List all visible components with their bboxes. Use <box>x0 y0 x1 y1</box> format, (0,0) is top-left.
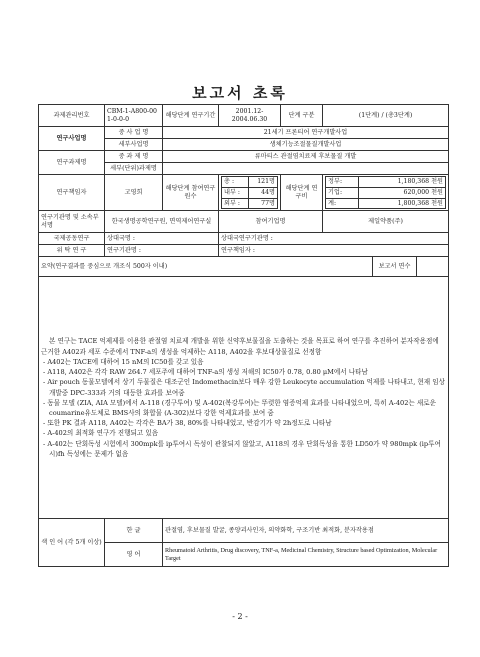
partner-label: 참여기업명 <box>219 211 323 233</box>
main-program-value: 21세기 프론티어 연구개발사업 <box>163 127 449 139</box>
period-label: 해당단계 연구기간 <box>163 105 219 127</box>
summary-bullet: - A118, A402은 각각 RAW 264.7 세포주에 대하여 TNF-a의 생성 저해의 IC50가 0.78, 0.80 μM에서 나타남 <box>43 368 368 377</box>
keywords-korean-label: 한 글 <box>105 519 163 543</box>
detail-project-value <box>163 163 449 175</box>
partner-inst-label: 상대국연구기관명 : <box>219 233 449 245</box>
period-value: 2001.12-2004.06.30 <box>219 105 281 127</box>
main-program-label: 중 사 업 명 <box>105 127 163 139</box>
summary-bullet: - Air pouch 동물모델에서 상기 두물질은 대조군인 Indomethacin보다 매우 강한 Leukocyte accumulation 억제를 나타내고, 현재 임상 개발중 DPC-333과 거의 대등한 효과를 보여줌 <box>43 378 445 397</box>
total-value: 121명 <box>248 177 277 188</box>
summary-bullet: - 또한 PK 결과 A118, A402는 각각은 BA가 38, 80%를 나타내었고, 반감기가 약 2h정도로 나타남 <box>43 419 332 428</box>
commission-head-label: 연구책임자 : <box>219 245 449 257</box>
stage-label: 단계 구분 <box>281 105 323 127</box>
program-label: 연구사업명 <box>39 127 105 151</box>
detail-project-label: 세부(단위)과제명 <box>105 163 163 175</box>
researchers-values <box>219 175 281 211</box>
major-project-label: 중 과 제 명 <box>105 151 163 163</box>
summary-bullet: - 동물 모델 (ZIA, AIA 모델)에서 A-118 (경구투여) 및 A-402(복강투여)는 뚜렷한 염증억제 효과를 나타내었으며, 특히 A-402는 새로운 coumarine유도체로 BMS사의 화합물 (A-302)보다 강한 억제효과를 보여 줌 <box>43 398 436 417</box>
row-international <box>39 233 449 245</box>
page-number: - 2 - <box>232 612 248 621</box>
row-leader <box>39 175 449 211</box>
row-commission <box>39 245 449 257</box>
page-title: 보고서 초록 <box>192 84 288 102</box>
leader-label: 연구책임자 <box>39 175 105 211</box>
row-program-main <box>39 127 449 139</box>
major-project-value: 류마티스 관절염치료제 후보물질 개발 <box>163 151 449 163</box>
row-summary-body <box>39 277 449 519</box>
commission-inst-label: 연구기관명 : <box>105 245 219 257</box>
company-label: 기업: <box>326 187 359 198</box>
sub-program-value: 생체기능조절물질개발사업 <box>163 139 449 151</box>
commission-label: 위 탁 연 구 <box>39 245 105 257</box>
row-summary-header <box>39 257 449 277</box>
project-label: 연구과제명 <box>39 151 105 175</box>
pages-label: 보고서 면수 <box>373 257 417 277</box>
org-value: 한국생명공학연구원, 면역제어연구실 <box>105 211 219 233</box>
cost-label: 해당단계 연구비 <box>281 175 323 211</box>
leader-value: 고영희 <box>105 175 163 211</box>
keywords-english-value: Rheumatoid Arthritis, Drug discovery, TNF-a, Medicinal Chemistry, Structure based Optimization, Molecular Target <box>163 543 449 567</box>
cost-values <box>323 175 449 211</box>
row-project-major <box>39 151 449 163</box>
summary-bullet: - A402는 TACE에 대하여 15 nM의 IC50를 갖고 있음 <box>43 357 204 366</box>
abstract-table <box>38 104 449 567</box>
row-management <box>39 105 449 127</box>
mgmt-value: CBM-1-A800-00 1-0-0-0 <box>105 105 163 127</box>
summary-bullet: - A-402는 단회독성 시험에서 300mpk를 ip투여시 독성이 관찰되지 않았고, A118의 경우 단회독성을 통한 LD50가 약 980mpk (ip투여시)fh 독성에는 문제가 없음 <box>43 439 441 458</box>
keywords-label: 색 인 어 (각 5개 이상) <box>39 519 105 567</box>
summary-bullet: - A-402의 최적화 연구가 진행되고 있음 <box>43 429 159 438</box>
gov-value: 1,180,368 천원 <box>358 177 445 188</box>
company-value: 620,000 천원 <box>358 187 445 198</box>
stage-value: (1단계) / (총3단계) <box>323 105 449 127</box>
org-label: 연구기관명 및 소속부서명 <box>39 211 105 233</box>
gov-label: 정부: <box>326 177 359 188</box>
row-keywords-korean <box>39 519 449 543</box>
internal-label: 내부 : <box>222 187 249 198</box>
partner-value: 제일약품(주) <box>323 211 449 233</box>
summary-body <box>39 277 449 519</box>
cost-total-value: 1,800,368 천원 <box>358 198 445 209</box>
external-value: 77명 <box>248 198 277 209</box>
internal-value: 44명 <box>248 187 277 198</box>
pages-value <box>417 257 449 277</box>
summary-label: 요약(연구결과를 중심으로 개조식 500자 이내) <box>39 257 373 277</box>
sub-program-label: 세부사업명 <box>105 139 163 151</box>
partner-country-label: 상대국명 : <box>105 233 219 245</box>
external-label: 외부 : <box>222 198 249 209</box>
keywords-korean-value: 관절염, 후보물질 발굴, 종양괴사인자, 의약화학, 구조기반 최적화, 분자작용점 <box>163 519 449 543</box>
cost-total-label: 계: <box>326 198 359 209</box>
keywords-english-label: 영 어 <box>105 543 163 567</box>
total-label: 총 : <box>222 177 249 188</box>
researchers-label: 해당단계 참여연구원수 <box>163 175 219 211</box>
mgmt-label: 과제관리번호 <box>39 105 105 127</box>
intl-label: 국제공동연구 <box>39 233 105 245</box>
row-organization <box>39 211 449 233</box>
summary-intro: 본 연구는 TACE 억제제를 이용한 관절염 치료제 개발을 위한 신약후보물질을 도출하는 것을 목표로 하여 연구를 추진하여 분자작용점에 근거한 A402과 세포 수준에서 TNF-a의 생성을 억제하는 A118, A402을 후보대상물질로 선정함 <box>41 337 439 356</box>
